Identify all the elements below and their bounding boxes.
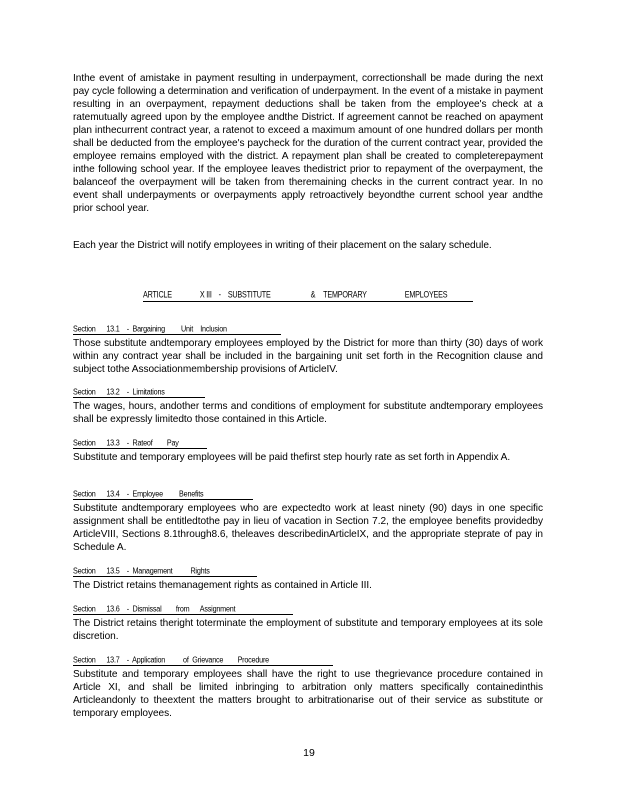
section-heading — [73, 567, 257, 577]
section-heading — [73, 605, 293, 615]
article-word-employees: EMPLOYEES — [404, 288, 448, 300]
article-word-substitute: SUBSTITUTE — [227, 288, 271, 300]
section-heading — [73, 325, 281, 335]
section-body: Substitute and temporary employees shall have the right to use thegrievance procedure contained in Article XI, and shall be limited inbringing to arbitration only matters specifically containedinthis Articleandonly to theextent the matters brought to arbitrationarise out of their service as substitute or temporary employees. — [73, 669, 543, 719]
section-body: Those substitute andtemporary employees employed by the District for more than thirty (30) days of work within any contract year shall be included in the bargaining unit set forth in the Recognition clause and subject tothe Associationmembership provisions of ArticleIV. — [73, 338, 543, 375]
section-heading-text: Section 13.2 - Limitations — [73, 386, 165, 397]
section-heading — [73, 388, 205, 398]
article-word-temporary: TEMPORARY — [323, 288, 367, 300]
salary-notice-section — [73, 239, 543, 252]
section-13-3 — [73, 433, 543, 464]
section-heading-text: Section 13.7 - Application of Grievance Procedure — [73, 654, 269, 665]
section-body: The wages, hours, andother terms and conditions of employment for substitute andtemporary employees shall be expressly limitedto those contained in this Article. — [73, 401, 543, 425]
section-body: Substitute and temporary employees will be paid thefirst step hourly rate as set forth in Appendix A. — [73, 452, 511, 463]
section-body: The District retains themanagement rights as contained in Article III. — [73, 580, 372, 591]
section-heading-text: Section 13.5 - Management Rights — [73, 565, 210, 576]
section-heading — [73, 439, 207, 449]
section-13-2 — [73, 382, 543, 426]
overpayment-paragraph: Inthe event of amistake in payment resulting in underpayment, correctionshall be made during the next pay cycle following a determination and verification of underpayment. In the event of a mistake in payment resulting in an overpayment, repayment deductions shall be taken from the employee's check at a ratemutually agreed upon by the employee andthe District. If agreement cannot be reached on apayment plan inthecurrent contract year, a ratenot to exceed a maximum amount of one hundred dollars per month shall be deducted from the employee's paycheck for the duration of the current contract year, provided the employee remains employed with the district. A repayment plan shall be created to completerepayment inthe following school year. If the employee leaves thedistrict prior to repayment of the overpayment, the balanceof the overpayment will be taken from theremaining checks in the current contract year. In no event shall underpayments or overpayments apply retroactively beyondthe current school year andthe prior school year. — [73, 73, 543, 214]
section-heading-text: Section 13.3 - Rateof Pay — [73, 437, 179, 448]
section-heading — [73, 490, 253, 500]
section-heading-text: Section 13.4 - Employee Benefits — [73, 488, 204, 499]
article-label: ARTICLE — [143, 288, 172, 300]
section-13-5 — [73, 561, 543, 592]
section-13-4 — [73, 484, 543, 554]
section-heading — [73, 656, 333, 666]
intro-section — [73, 72, 543, 215]
section-body: Substitute andtemporary employees who are expectedto work at least ninety (90) days in one specific assignment shall be entitledtothe pay in lieu of vacation in Section 7.2, the employee benefits providedby ArticleVIII, Sections 8.1through8.6, theleaves describedinArticleIX, and the appropriate steprate of pay in Schedule A. — [73, 503, 543, 553]
article-number: X III — [199, 288, 212, 300]
section-heading-text: Section 13.6 - Dismissal from Assignment — [73, 603, 236, 614]
section-13-1 — [73, 319, 543, 376]
section-heading-text: Section 13.1 - Bargaining Unit Inclusion — [73, 323, 227, 334]
section-13-7 — [73, 650, 543, 720]
article-ampersand: & — [310, 288, 316, 300]
article-heading — [143, 288, 473, 302]
page-number: 19 — [303, 747, 315, 759]
article-dash: - — [218, 288, 221, 300]
section-body: The District retains theright toterminate the employment of substitute and temporary employees at its sole discretion. — [73, 618, 543, 642]
salary-notice-paragraph: Each year the District will notify employees in writing of their placement on the salary schedule. — [73, 240, 492, 251]
section-13-6 — [73, 599, 543, 643]
